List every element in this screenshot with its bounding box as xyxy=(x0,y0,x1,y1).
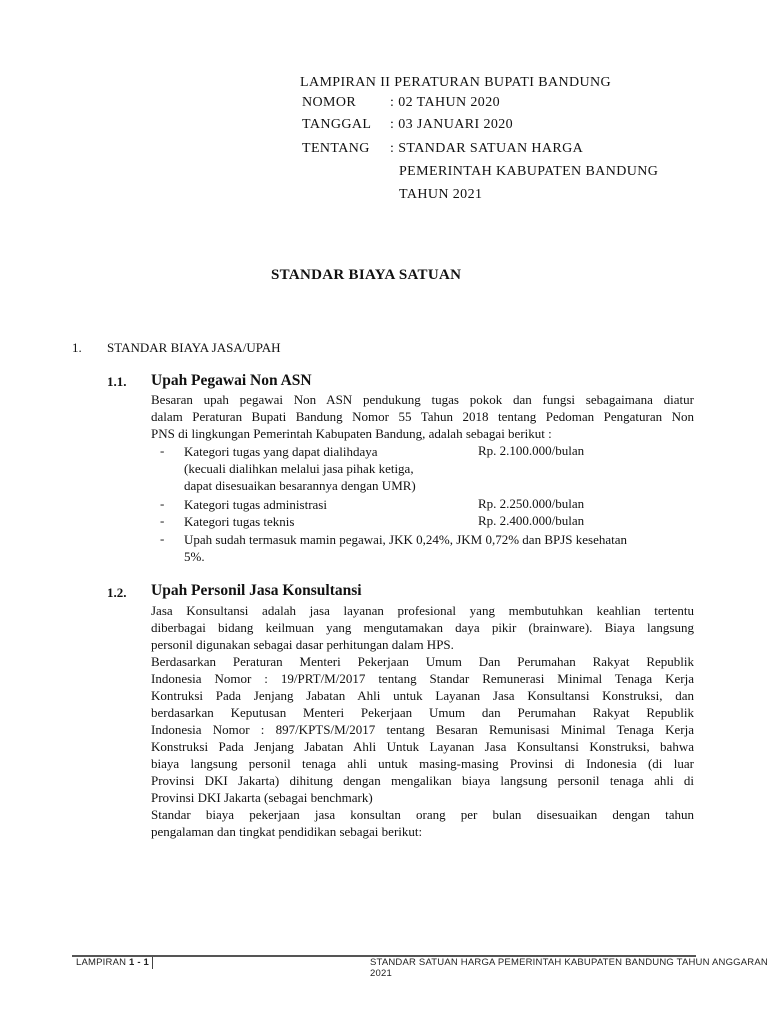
bullet-item xyxy=(184,496,327,513)
paragraph-line: biaya langsung personil tenaga ahli untuk masing-masing Provinsi di Indonesia (di luar xyxy=(151,756,694,771)
header-tentang-value-3: TAHUN 2021 xyxy=(399,187,483,202)
bullet-line: Upah sudah termasuk mamin pegawai, JKK 0,24%, JKM 0,72% dan BPJS kesehatan xyxy=(184,532,628,547)
paragraph-line: pengalaman dan tingkat pendidikan sebagai berikut: xyxy=(151,824,423,839)
bullet-dash: - xyxy=(160,513,165,528)
bullet-item xyxy=(184,443,416,494)
bullet-line: (kecuali dialihkan melalui jasa pihak ketiga, xyxy=(184,461,414,476)
paragraph-line: Berdasarkan Peraturan Menteri Pekerjaan Umum Dan Perumahan Rakyat Republik xyxy=(151,654,694,669)
bullet-dash: - xyxy=(160,496,165,511)
paragraph-line: Indonesia Nomor : 897/KPTS/M/2017 tentang Besaran Remunisasi Minimal Tenaga Kerja xyxy=(151,722,694,737)
paragraph-line: Besaran upah pegawai Non ASN pendukung tugas pokok dan fungsi sebagaimana diatur xyxy=(151,392,694,407)
bullet-line: Kategori tugas yang dapat dialihdaya xyxy=(184,444,378,459)
bullet-dash: - xyxy=(160,443,165,458)
paragraph-line: Konstruksi Pada Jenjang Jabatan Ahli Untuk Layanan Jasa Konsultansi Konstruksi, bahwa xyxy=(151,739,694,754)
section-title: STANDAR BIAYA JASA/UPAH xyxy=(107,340,281,355)
header-tentang-label: TENTANG xyxy=(302,141,370,156)
paragraph-line: Kontruksi Pada Jenjang Jabatan Ahli untuk Layanan Jasa Konsultansi Konstruksi, dan xyxy=(151,688,694,703)
footer-separator xyxy=(152,957,153,969)
bullet-dash: - xyxy=(160,531,165,546)
paragraph-line: PNS di lingkungan Pemerintah Kabupaten Bandung, adalah sebagai berikut : xyxy=(151,426,552,441)
subsection-1-2-number: 1.2. xyxy=(107,585,127,600)
bullet-line: Kategori tugas teknis xyxy=(184,514,295,529)
paragraph-line: Jasa Konsultansi adalah jasa layanan profesional yang membutuhkan keahlian tertentu xyxy=(151,603,694,618)
footer-lampiran-label: LAMPIRAN xyxy=(76,957,127,968)
paragraph-line: berdasarkan Keputusan Menteri Pekerjaan Umum dan Perumahan Rakyat Republik xyxy=(151,705,694,720)
section-number: 1. xyxy=(72,340,82,355)
paragraph-line: Standar biaya pekerjaan jasa konsultan orang per bulan disesuaikan dengan tahun xyxy=(151,807,694,822)
header-tentang-value-2: PEMERINTAH KABUPATEN BANDUNG xyxy=(399,164,659,179)
header-tanggal-label: TANGGAL xyxy=(302,117,372,132)
footer-left xyxy=(76,957,149,968)
subsection-1-2-title: Upah Personil Jasa Konsultansi xyxy=(151,582,362,599)
paragraph-line: diberbagai bidang keilmuan yang mengutamakan daya pikir (brainware). Biaya langsung xyxy=(151,620,694,635)
document-title: STANDAR BIAYA SATUAN xyxy=(271,267,462,283)
paragraph-line: Provinsi DKI Jakarta) dihitung dengan mengalikan biaya langsung personil tenaga ahli di xyxy=(151,773,694,788)
bullet-line: Kategori tugas administrasi xyxy=(184,497,327,512)
bullet-line: 5%. xyxy=(184,549,205,564)
header-nomor-label: NOMOR xyxy=(302,95,357,110)
header-tanggal-value: : 03 JANUARI 2020 xyxy=(390,117,514,132)
header-tentang-value-1: : STANDAR SATUAN HARGA xyxy=(390,141,584,156)
footer-right-title: STANDAR SATUAN HARGA PEMERINTAH KABUPATEN BANDUNG TAHUN ANGGARAN 2021 xyxy=(370,957,768,979)
header-line-lampiran: LAMPIRAN II PERATURAN BUPATI BANDUNG xyxy=(300,75,612,90)
bullet-price: Rp. 2.250.000/bulan xyxy=(478,496,585,511)
bullet-line: dapat disesuaikan besarannya dengan UMR) xyxy=(184,478,416,493)
paragraph-line: dalam Peraturan Bupati Bandung Nomor 55 Tahun 2018 tentang Pedoman Pengaturan Non xyxy=(151,409,694,424)
subsection-1-2-paragraph xyxy=(151,602,694,840)
header-nomor-value: : 02 TAHUN 2020 xyxy=(390,95,501,110)
bullet-item xyxy=(184,531,694,565)
subsection-1-1-title: Upah Pegawai Non ASN xyxy=(151,372,312,389)
subsection-1-1-number: 1.1. xyxy=(107,374,127,389)
paragraph-line: Provinsi DKI Jakarta (sebagai benchmark) xyxy=(151,790,373,805)
paragraph-line: personil digunakan sebagai dasar perhitungan dalam HPS. xyxy=(151,637,454,652)
bullet-item xyxy=(184,513,294,530)
paragraph-line: Indonesia Nomor : 19/PRT/M/2017 tentang Standar Remunerasi Minimal Tenaga Kerja xyxy=(151,671,694,686)
subsection-1-1-paragraph xyxy=(151,391,694,442)
bullet-price: Rp. 2.100.000/bulan xyxy=(478,443,585,458)
footer-page-number: 1 - 1 xyxy=(129,957,150,968)
bullet-price: Rp. 2.400.000/bulan xyxy=(478,513,585,528)
